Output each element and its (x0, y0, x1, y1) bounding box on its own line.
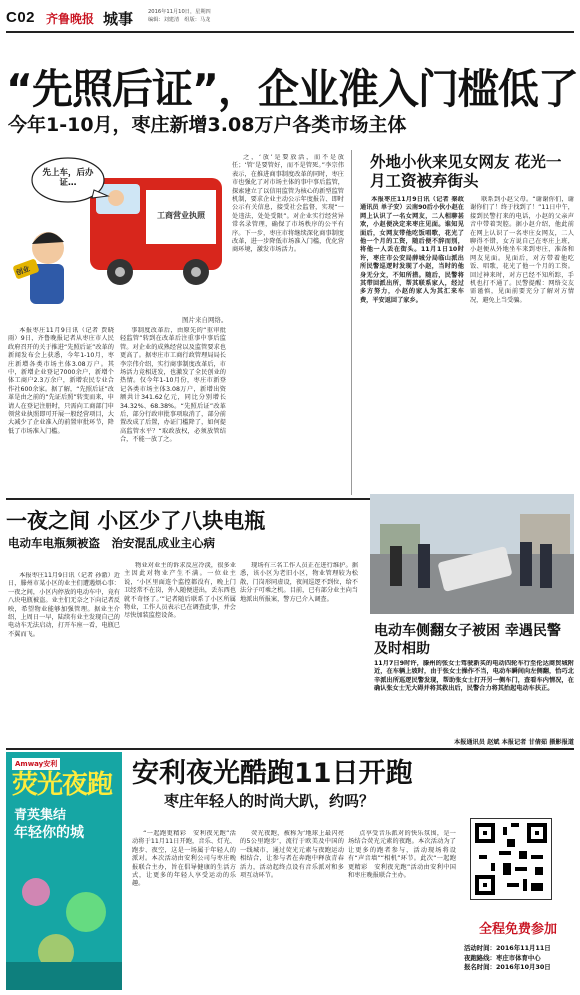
ad-poster (6, 752, 122, 990)
poster-brand: Amway安利 (12, 758, 60, 770)
cartoon-bus-sign: 工商营业执照 (157, 211, 205, 220)
accident-photo (370, 494, 574, 614)
lead-col3-text: 之，‘放’是要放活，而不是放任；‘管’是要管好，而不是管死。”李宗伟表示，在推进商事制度改革的同时，枣庄市也强化了对市场主体的事中事后监管，探索建立了以信用监管为核心的新型监管机制，要求企业主动公示年度报告、即时公示有关信息，接受社会监督，实现“一处违法，处处受限”。对企业实行经营异常名录管理，确保了市场秩序的公平有序。下一步，枣庄市将继续深化商事制度改革，进一步降低市场准入门槛，优化营商环境，激发市场活力。 (232, 154, 344, 254)
story2-column-1 (360, 196, 464, 486)
lead-col2-text: 事制度改革后，由原先的“重审批轻监管”转到在改革后注重事中事后监管。对企业的成熟经营以及监管要求也更高了。据枣庄市工商行政管理局局长李宗伟介绍，实行商事制度改革后，市场活力竞相迸发，也激发了全民创业的热情。仅今年1-10月份，枣庄市新登记各类市场主体3.08万户，新增出资额共计341.62亿元，同比分别增长34.32%、68.38%。“先照后证”改革后，部分行政审批事项取消了，部分前置改成了后置，办证门槛降了，如何提高监管水平？“取政放权，必须放管结合，不能一放了之。 (120, 327, 226, 444)
ad-subhead: 枣庄年轻人的时尚大趴，约吗？ (164, 792, 375, 810)
ad-headline: 安利夜光酷跑11日开跑 (132, 758, 413, 789)
story3-subhead: 电动车电瓶频被盗 治安混乱成业主心病 (8, 536, 215, 550)
poster-line1: 青英集结 (14, 808, 67, 823)
story3-headline: 一夜之间 小区少了八块电瓶 (6, 509, 266, 533)
lead-column-1 (8, 327, 114, 495)
ad-col2-text: 荧光夜跑，被称为‘地球上最闪亮的5公里跑步’，流行于欧美及中国的一线城市，通过荧光元素与夜跑运动相结合，让参与者在奔跑中释放青春活力，活动起终点设有音乐派对和多项互动环节。 (240, 830, 344, 880)
story3-col3-text: 现场有三名工作人员正在进行维护。据悉，该小区为老旧小区，物业管理较为松散，门岗形同虚设，夜间巡逻不到位，给不法分子可乘之机。目前，已有部分业主向当地派出所报案，警方已介入调查。 (240, 562, 358, 603)
page-header (6, 4, 574, 30)
story4-body: 11月7日9时许，滕州的张女士驾驶新买的电动四轮车行至伦达商贸城附近，在车辆上坡时，由于张女士操作不当，电动车瞬间向左侧翻，恰巧北辛派出所巡逻民警发现，帮助张女士打开另一侧车门，查看车内情况，在确认张女士无大碍并将其救出后，民警合力将其抬起电动车扶正。 (374, 660, 574, 693)
ad-column-3 (348, 830, 456, 988)
story2-col1-text: 本报枣庄11月9日讯（记者 秦政 通讯员 单子安）云南90后小伙小赵在网上认识了一名女网友，二人相聊甚欢，小赵便决定来枣庄见面。谁知见面后，女网友带他吃饭唱歌，花光了他一个月的工资，随后便不辞而别，将他一人丢在街头。11月1日10时许，枣庄市公安局薛城分局临山派出所民警巡逻时发现了小赵，当时的他身无分文，不知所措。随后，民警将其带回派出所，帮其联系家人，经过多方努力，小赵的家人为其汇来车费，平安返回了家乡。 (360, 196, 464, 304)
story2-column-2 (470, 196, 574, 486)
ad-info-signup: 报名时间：2016年10月30日 (464, 963, 551, 971)
qr-code[interactable] (470, 818, 552, 900)
newspaper-logo: 齐鲁晚报 (46, 12, 95, 26)
ad-column-2 (240, 830, 344, 988)
story4-credit: 本报通讯员 赵斌 本报记者 甘倩茹 摄影报道 (454, 739, 574, 746)
header-editors: 编辑：刘建清 组版：马龙 (148, 17, 211, 23)
poster-title: 荧光夜跑 (12, 770, 113, 800)
ad-info-route: 夜跑路线：枣庄市体育中心 (464, 953, 541, 962)
lead-cartoon (8, 150, 228, 312)
poster-line2: 年轻你的城 (14, 825, 84, 841)
story4-photo (370, 494, 574, 614)
lead-subhead: 今年1-10月，枣庄新增3.08万户各类市场主体 (8, 114, 407, 136)
story2-col2-text: 联系到小赵父母。“谢谢你们，谢谢你们了！终于找到了！”11日中午，接到民警打来的电话，小赵的父亲声音中带着哭腔。据小赵介绍，他此前在网上认识了一名枣庄女网友，二人聊得不错，女方说自己在枣庄上班，小赵便从外地坐车来到枣庄，准备和网友见面。见面后，对方带着他吃饭、唱歌，花光了他一个月的工资。回过神来时，对方已经不知所踪，手机也打不通了。民警提醒：网络交友需谨慎，见面前要充分了解对方情况，避免上当受骗。 (470, 196, 574, 304)
story3-col2-text: 物业对业主的诉求反应冷淡，很多业主因此对物业产生不满。一位业主说，‘小区里面连个监控都没有，晚上门卫经常不在岗，外人随便进出，丢东西也就不奇怪了。’”记者随后联系了小区所属物业，工作人员表示已在调查此事，并会尽快加装监控设备。 (124, 562, 236, 620)
page-number: C02 (6, 9, 36, 26)
qr-code-icon (471, 819, 551, 899)
lead-col1-text: 本报枣庄11月9日讯（记者 贾晓雨）9日，齐鲁晚报记者从枣庄市人民政府召开的关于推进“先照后证”改革的新闻发布会上获悉，今年1-10月，枣庄新增各类市场主体3.08万户。其中，新增企业登记7000余户，新增个体工商户2.3万余户，新增农民专业合作社600余家。据了解，“先照后证”改革是由之前的“先证后照”转变而来，申请人在登记注册时，只需向工商部门申领营业执照即可开展一般经营项目，大大减少了企业准入的前置审批环节，降低了市场准入门槛。 (8, 327, 114, 435)
cartoon-bubble-text: 先上车，后办证… (42, 168, 94, 188)
section-title: 城事 (103, 10, 134, 28)
story2-headline (370, 153, 574, 191)
column-divider (351, 150, 352, 495)
ad-column-1 (132, 830, 236, 988)
ad-info-time: 活动时间：2016年11月11日 (464, 944, 551, 952)
story3-column-3 (240, 562, 358, 744)
cta-free: 全程免费参加 (478, 922, 557, 937)
lead-column-3 (232, 154, 344, 495)
header-rule (6, 31, 574, 33)
section-rule-2 (6, 748, 574, 750)
poster-runners (6, 852, 122, 990)
ad-info (464, 944, 576, 973)
ad-col1-text: “一起跑更精彩 安利夜光跑”活动将于11月11日开跑，音乐、灯光、跑步、夜空，这是一场属于年轻人的派对。本次活动由安利公司与枣庄晚报联合主办，旨在倡导健康的生活方式，让更多的年轻人享受运动的乐趣。 (132, 830, 236, 888)
story3-column-1 (8, 572, 120, 744)
lead-column-2 (120, 327, 226, 495)
ad-col3-text: 点享受音乐派对的快乐氛围，是一场结合荧光元素的夜跑。本次活动为了让更多的跑者参与，活动现场将设有“声音墙”“相机”环节。此次“一起跑更精彩 安利夜光跑”活动由安利中国和枣庄晚报联合主办。 (348, 830, 456, 880)
lead-headline: “先照后证”，企业准入门槛低了 (6, 65, 578, 113)
story3-col1-text: 本报枣庄11月9日讯（记者 孙澈）近日，滕州市某小区的业主们遭遇烦心事：一夜之间，小区内停放的电动车中，竟有八块电瓶被盗。业主们无奈之下向记者反映，希望物业能够加强管理。据业主介绍，上周日一早，陆续有业主发现自己的电动车无法启动，打开车座一看，电瓶已不翼而飞。 (8, 572, 120, 638)
story2-headline-text: 外地小伙来见女网友 花光一月工资被弃街头 (370, 153, 562, 190)
header-date: 2016年11月10日，星期四 (148, 9, 211, 15)
story4-headline: 电动车侧翻女子被困 幸遇民警及时相助 (374, 623, 561, 657)
cartoon-tag: 创业 (15, 264, 31, 278)
photo-caption: 图片来自网络。 (182, 316, 228, 324)
story3-column-2 (124, 562, 236, 744)
